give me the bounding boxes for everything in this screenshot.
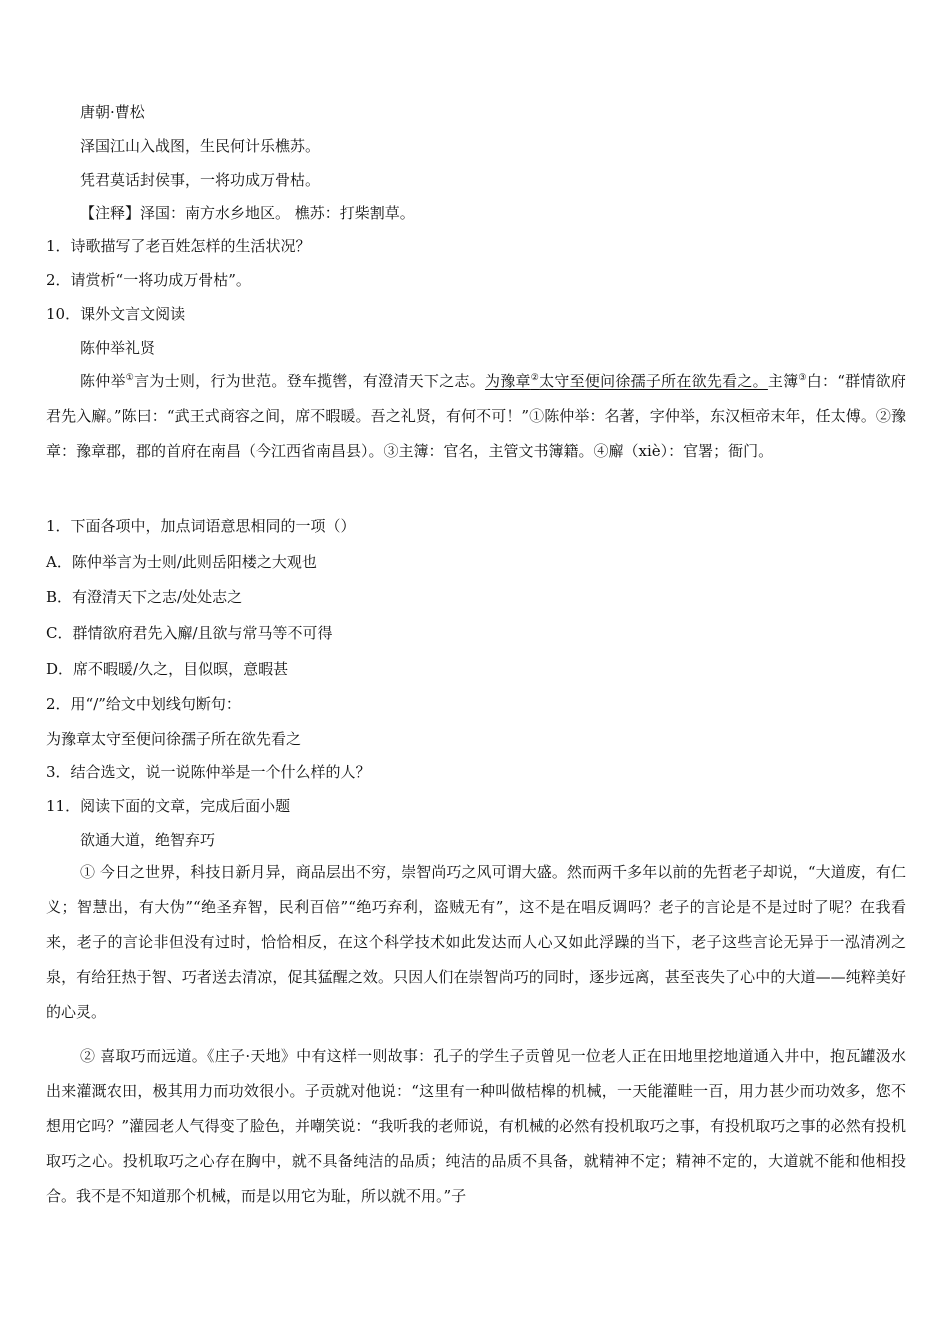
poem-note: 【注释】泽国：南方水乡地区。 樵苏：打柴割草。 xyxy=(80,204,415,222)
q10-option-b: B．有澄清天下之志/处处志之 xyxy=(46,588,243,606)
q10-option-a: A．陈仲举言为士则/此则岳阳楼之大观也 xyxy=(46,553,317,571)
q10-option-d: D．席不暇暖/久之，目似暝，意暇甚 xyxy=(46,660,289,678)
poem-question-1: 1．诗歌描写了老百姓怎样的生活状况？ xyxy=(46,237,311,255)
q11-paragraph-1: ① 今日之世界，科技日新月异，商品层出不穷，崇智尚巧之风可谓大盛。然而两千多年以前的先哲老子却说，“大道废，有仁义；智慧出，有大伪”“绝圣弃智，民利百倍”“绝巧弃利，盗贼无有”，这不是在唱反调吗？老子的言论是不是过时了呢？在我看来，老子的言论非但没有过时，恰恰相反，在这个科学技术如此发达而人心又如此浮躁的当下，老子这些言论无异于一泓清冽之泉，有给狂热于智、巧者送去清凉，促其猛醒之效。只因人们在崇智尚巧的同时，逐步远离，甚至丧失了心中的大道——纯粹美好的心灵。 xyxy=(46,863,906,1021)
poem-author: 唐朝·曹松 xyxy=(80,103,145,121)
q10-question-2: 2．用“/”给文中划线句断句： xyxy=(46,695,241,713)
q11-title: 欲通大道，绝智弃巧 xyxy=(80,831,216,849)
underlined-sentence: 为豫章②太守至便问徐孺子所在欲先看之。 xyxy=(484,372,768,390)
q10-title: 陈仲举礼贤 xyxy=(80,339,156,357)
q10-question-2-sentence: 为豫章太守至便问徐孺子所在欲先看之 xyxy=(46,730,302,748)
q10-passage: 陈仲举①言为士则，行为世范。登车揽辔，有澄清天下之志。为豫章②太守至便问徐孺子所在欲先看之。主簿③白：“群情欲府君先入廨。”陈曰：“武王式商容之间，席不暇暖。吾之礼贤，有何不可！”①陈仲举：名著，字仲举，东汉桓帝末年，任太傅。②豫章：豫章郡，郡的首府在南昌（今江西省南昌县）。③主簿：官名，主管文书簿籍。④廨（xiè）：官署；衙门。 xyxy=(46,372,906,460)
q11-heading: 11．阅读下面的文章，完成后面小题 xyxy=(46,797,291,815)
q10-heading: 10．课外文言文阅读 xyxy=(46,305,186,323)
poem-question-2: 2．请赏析“一将功成万骨枯”。 xyxy=(46,271,251,289)
q11-paragraph-2: ② 喜取巧而远道。《庄子·天地》中有这样一则故事：孔子的学生子贡曾见一位老人正在田地里挖地道通入井中，抱瓦罐汲水出来灌溉农田，极其用力而功效很小。子贡就对他说：“这里有一种叫做桔槔的机械，一天能灌畦一百，用力甚少而功效多，您不想用它吗？”灌园老人气得变了脸色，并嘲笑说：“我听我的老师说，有机械的必然有投机取巧之事，有投机取巧之事的必然有投机取巧之心。投机取巧之心存在胸中，就不具备纯洁的品质；纯洁的品质不具备，就精神不定；精神不定的，大道就不能和他相投合。我不是不知道那个机械，而是以用它为耻，所以就不用。”子 xyxy=(46,1047,906,1205)
poem-line-1: 泽国江山入战图，生民何计乐樵苏。 xyxy=(80,137,321,155)
q10-question-3: 3．结合选文，说一说陈仲举是一个什么样的人？ xyxy=(46,763,371,781)
poem-line-2: 凭君莫话封侯事，一将功成万骨枯。 xyxy=(80,171,321,189)
q10-question-1: 1．下面各项中，加点词语意思相同的一项（） xyxy=(46,517,356,535)
q10-option-c: C．群情欲府君先入廨/且欲与常马等不可得 xyxy=(46,624,333,642)
